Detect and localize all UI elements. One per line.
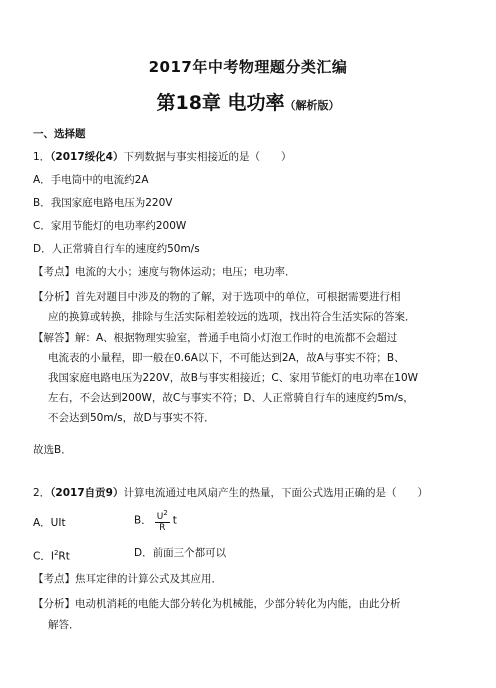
q2-number: 2． [33,487,51,499]
q1-fenxi-line2: 应的换算或转换，排除与生活实际相差较远的选项，找出符合生活实际的答案． [48,311,416,323]
q2-fenxi-line1: 【分析】电动机消耗的电能大部分转化为机械能，少部分转化为内能，由此分析 [33,598,401,610]
q2-option-b [134,508,177,533]
q1-kaodian: 【考点】电流的大小；速度与物体运动；电压；电功率． [33,266,296,278]
q2-option-c-exponent: 2 [53,549,59,557]
q2-option-b-fraction [155,508,170,533]
q1-jieda-line1: 【解答】解：A、根据物理实验室，普通手电筒小灯泡工作时的电流都不会超过 [33,332,398,344]
section-heading: 一、选择题 [33,128,86,140]
numerator-exponent: 2 [163,509,168,517]
q1-jieda-line4: 左右，不会达到200W，故C与事实不符；D、人正常骑自行车的速度约5m/s， [48,392,414,404]
q2-option-a: A．UIt [33,517,66,529]
q2-kaodian: 【考点】焦耳定律的计算公式及其应用． [33,573,222,585]
fraction-denominator: R [159,523,166,533]
q1-source: （2017绥化4） [50,151,124,163]
doc-title: 2017年中考物理题分类汇编 [148,58,348,76]
q1-jieda-line2: 电流表的小量程，即一般在0.6A以下，不可能达到2A，故A与事实不符；B、 [48,352,405,364]
q2-option-c-post: Rt [58,550,70,563]
q1-option-a: A．手电筒中的电流约2A [33,174,149,186]
q1-option-b: B．我国家庭电路电压为220V [33,197,173,209]
q1-stem [33,150,291,164]
chapter-note: （解析版） [284,99,340,112]
q2-question: 计算电流通过电风扇产生的热量，下面公式选用正确的是（ ） [123,487,428,499]
q1-number: 1． [33,151,51,163]
chapter-name: 第18章 电功率 [156,92,285,114]
q2-option-b-tail: t [172,514,177,527]
chapter-title [0,88,496,115]
fraction-numerator [155,508,170,523]
q2-option-c-pre: C．I [33,550,54,563]
q1-option-c: C．家用节能灯的电功率约200W [33,220,187,232]
q1-fenxi-line1: 【分析】首先对题目中涉及的物的了解，对于选项中的单位，可根据需要进行相 [33,291,401,303]
q2-source: （2017自贡9） [50,487,124,499]
numerator-base: U [156,512,164,522]
q1-question: 下列数据与事实相接近的是（ ） [123,151,292,163]
q1-jieda-line3: 我国家庭电路电压为220V，故B与事实相接近；C、家用节能灯的电功率在10W [48,372,419,384]
q2-fenxi-line2: 解答． [48,619,80,631]
q1-option-d: D．人正常骑自行车的速度约50m/s [33,243,200,255]
q2-option-d: D．前面三个都可以 [134,547,227,559]
q2-option-c [33,546,70,564]
q2-stem [33,486,428,500]
q2-option-b-label: B． [134,514,152,527]
q1-answer: 故选B． [33,444,72,456]
q1-jieda-line5: 不会达到50m/s，故D与事实不符． [48,412,215,424]
